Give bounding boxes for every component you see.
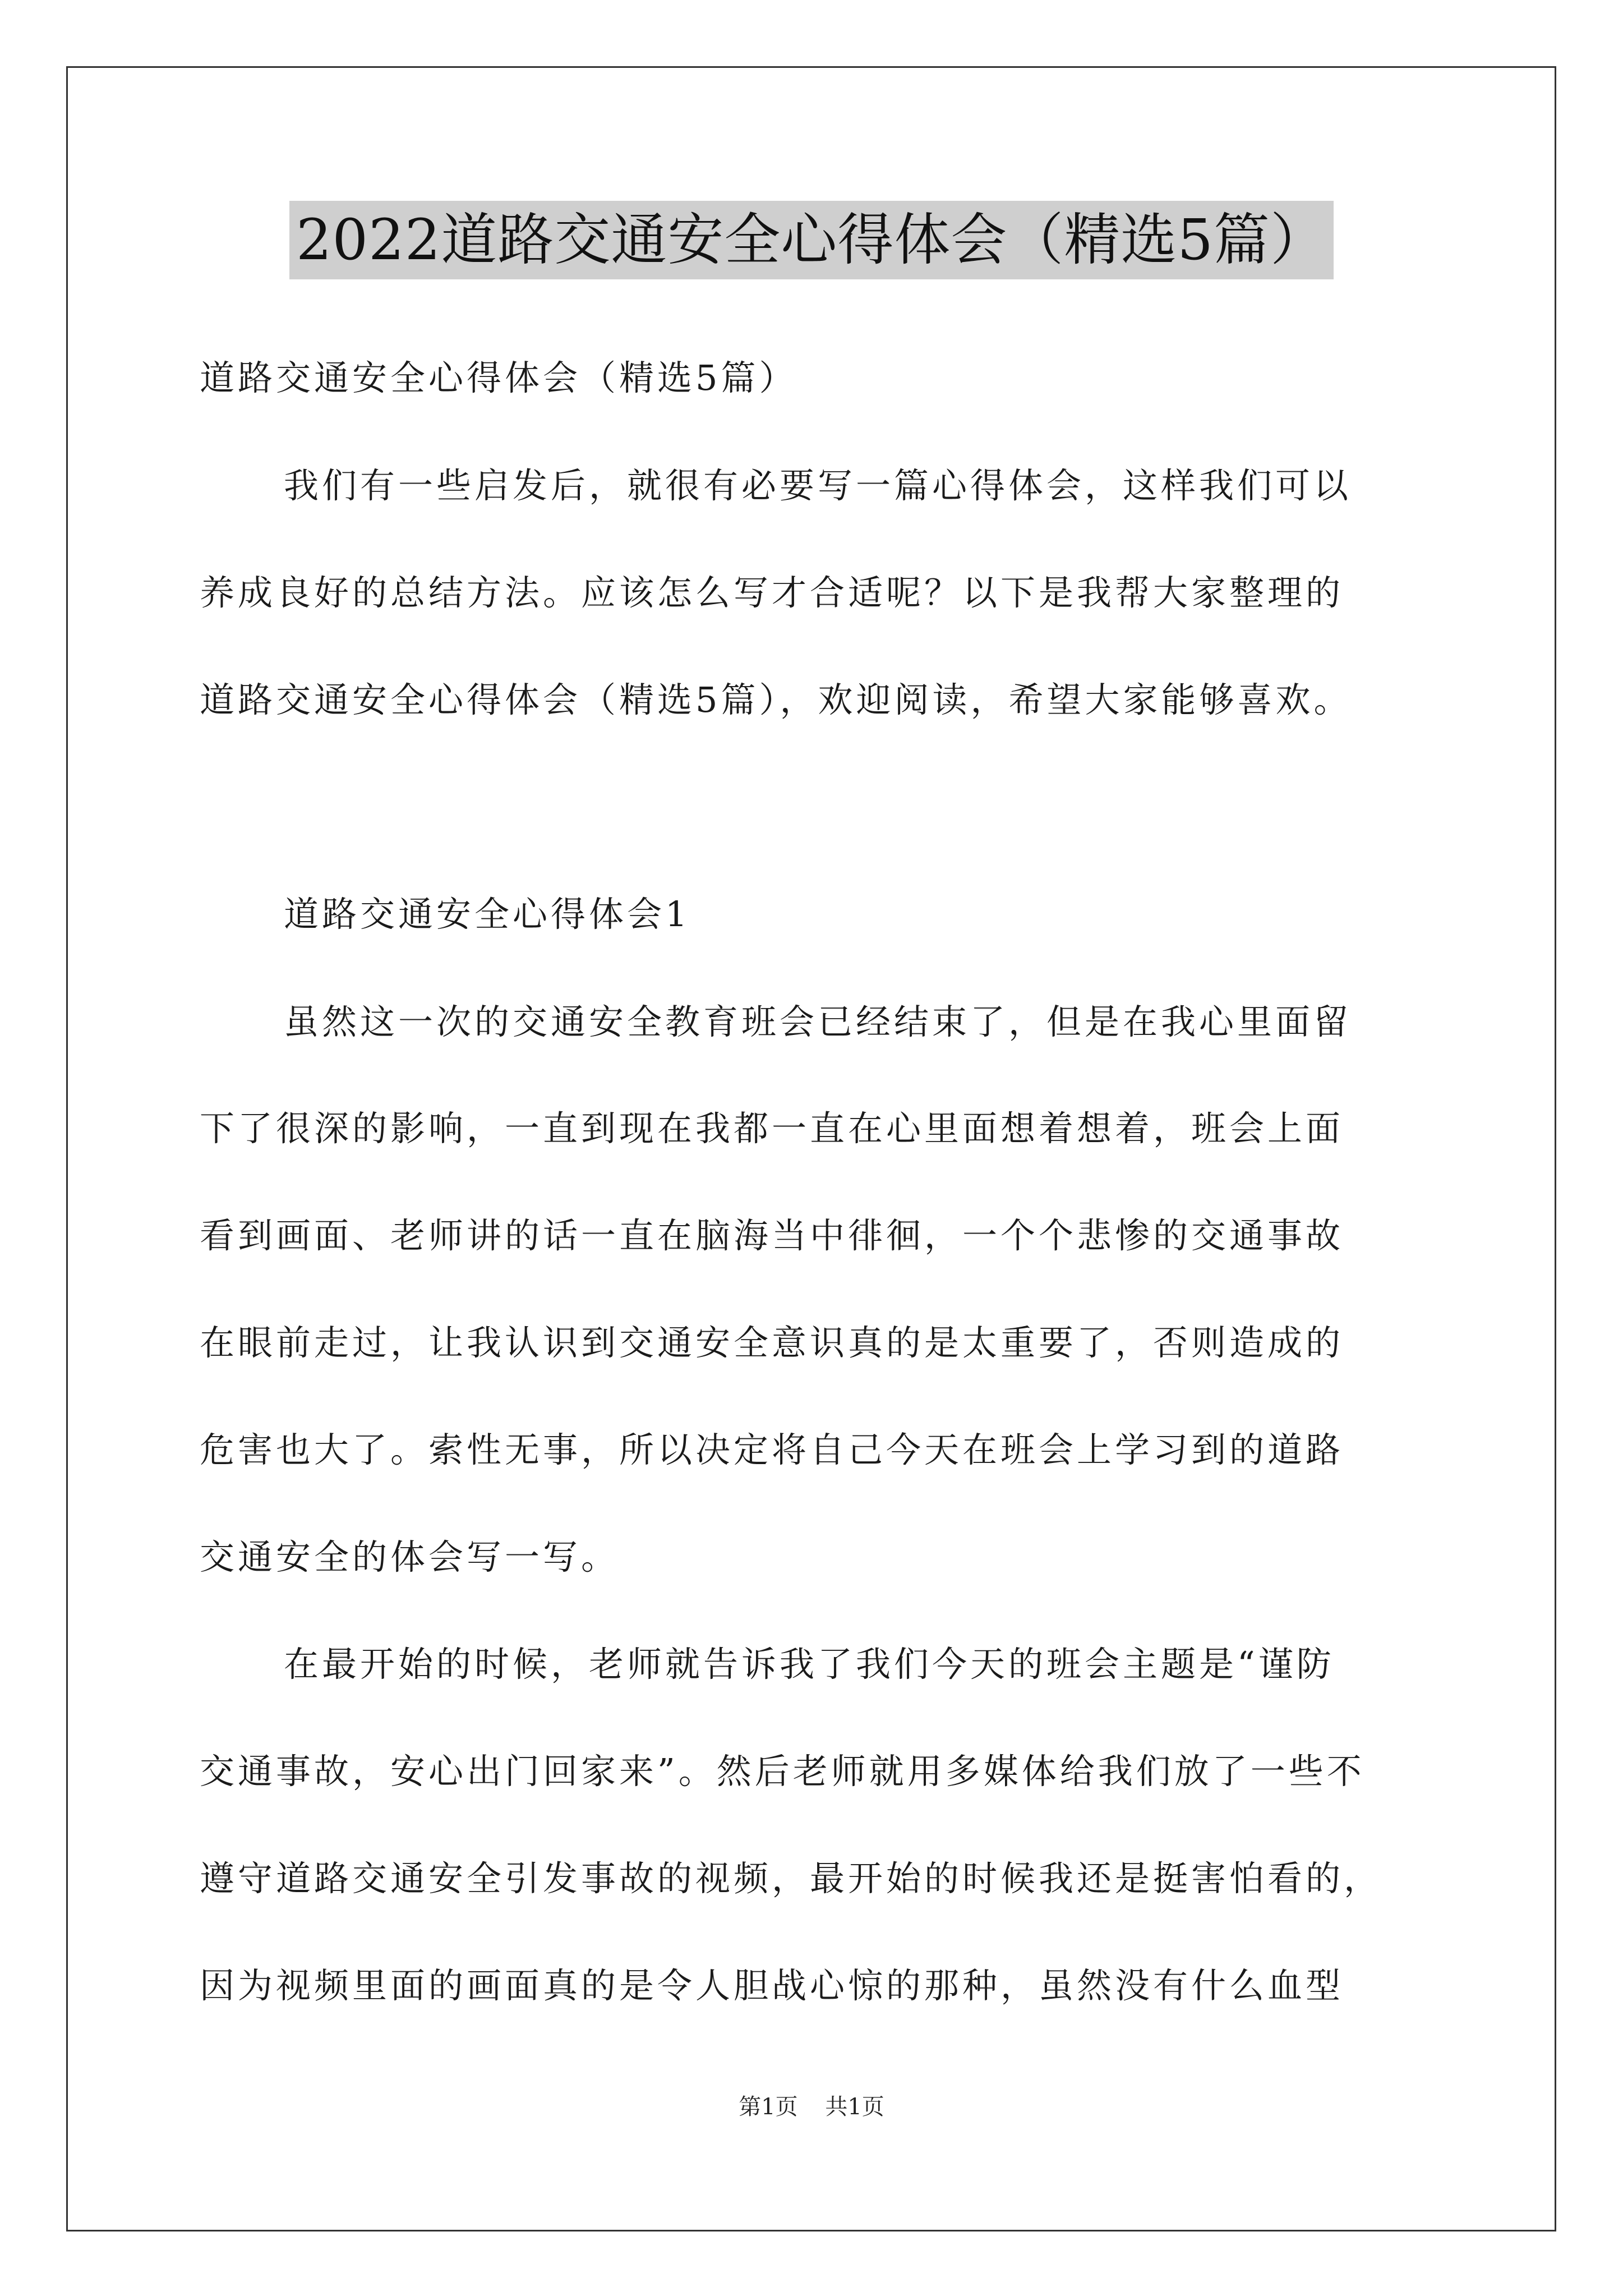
paragraph-line: 看到画面、老师讲的话一直在脑海当中徘徊，一个个悲惨的交通事故	[200, 1215, 1344, 1256]
paragraph-line: 虽然这一次的交通安全教育班会已经结束了，但是在我心里面留	[284, 1001, 1352, 1042]
paragraph-line: 危害也大了。索性无事，所以决定将自己今天在班会上学习到的道路	[200, 1429, 1344, 1470]
paragraph-line: 交通安全的体会写一写。	[200, 1536, 620, 1577]
paragraph-line: 下了很深的影响，一直到现在我都一直在心里面想着想着，班会上面	[200, 1108, 1344, 1149]
intro-line: 道路交通安全心得体会（精选5篇），欢迎阅读，希望大家能够喜欢。	[200, 679, 1352, 720]
paragraph-line: 遵守道路交通安全引发事故的视频，最开始的时候我还是挺害怕看的，	[200, 1858, 1382, 1899]
paragraph-line: 在最开始的时候，老师就告诉我了我们今天的班会主题是“谨防	[284, 1644, 1335, 1685]
paragraph-line: 交通事故，安心出门回家来”。然后老师就用多媒体给我们放了一些不	[200, 1751, 1365, 1792]
page-number-total: 共1页	[825, 2094, 884, 2120]
intro-line: 养成良好的总结方法。应该怎么写才合适呢？以下是我帮大家整理的	[200, 572, 1344, 613]
page-footer	[0, 2091, 1623, 2123]
title-container	[0, 201, 1623, 279]
document-title: 2022道路交通安全心得体会（精选5篇）	[289, 201, 1334, 279]
intro-line: 我们有一些启发后，就很有必要写一篇心得体会，这样我们可以	[284, 465, 1352, 506]
section-heading: 道路交通安全心得体会1	[284, 894, 691, 935]
paragraph-line: 在眼前走过，让我认识到交通安全意识真的是太重要了，否则造成的	[200, 1322, 1344, 1363]
page-number-current: 第1页	[739, 2094, 798, 2120]
document-subtitle: 道路交通安全心得体会（精选5篇）	[200, 357, 797, 398]
paragraph-line: 因为视频里面的画面真的是令人胆战心惊的那种，虽然没有什么血型	[200, 1965, 1344, 2006]
